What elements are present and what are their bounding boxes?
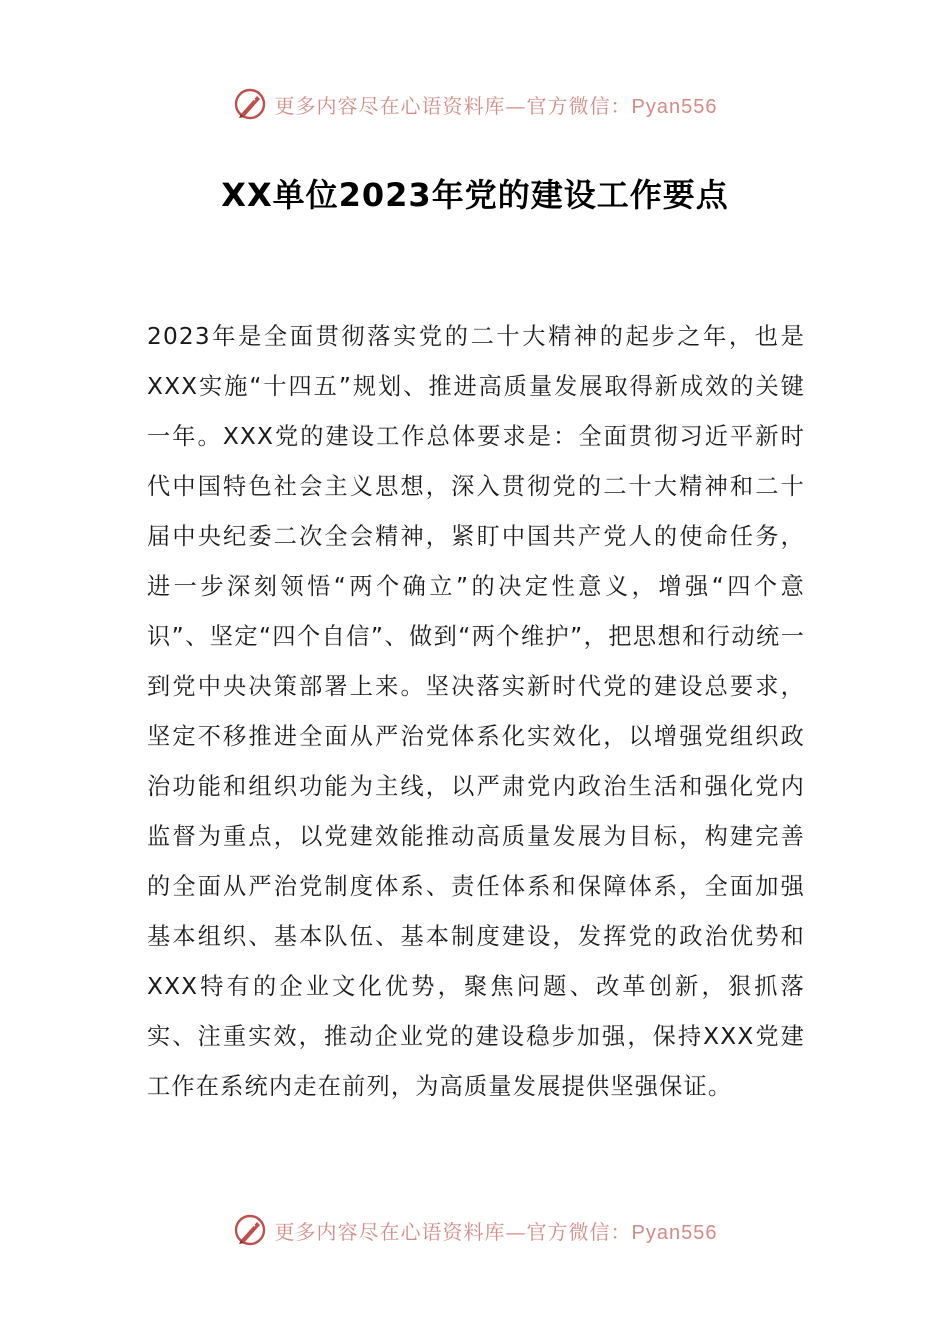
watermark-footer [0,1210,950,1250]
document-paragraph: 2023年是全面贯彻落实党的二十大精神的起步之年，也是XXX实施“十四五”规划、推进高质量发展取得新成效的关键一年。XXX党的建设工作总体要求是：全面贯彻习近平新时代中国特色社会主义思想，深入贯彻党的二十大精神和二十届中央纪委二次全会精神，紧盯中国共产党人的使命任务，进一步深刻领悟“两个确立”的决定性意义，增强“四个意识”、坚定“四个自信”、做到“两个维护”，把思想和行动统一到党中央决策部署上来。坚决落实新时代党的建设总要求，坚定不移推进全面从严治党体系化实效化，以增强党组织政治功能和组织功能为主线，以严肃党内政治生活和强化党内监督为重点，以党建效能推动高质量发展为目标，构建完善的全面从严治党制度体系、责任体系和保障体系，全面加强基本组织、基本队伍、基本制度建设，发挥党的政治优势和XXX特有的企业文化优势，聚焦问题、改革创新，狠抓落实、注重实效，推动企业党的建设稳步加强，保持XXX党建工作在系统内走在前列，为高质量发展提供坚强保证。 [147,323,805,1100]
pen-logo-icon [233,87,267,121]
watermark-text [275,1216,718,1245]
watermark-label: 更多内容尽在心语资料库—官方微信： [274,93,632,118]
document-title: XX单位2023年党的建设工作要点 [221,176,729,214]
watermark-text [275,90,718,119]
watermark-label: 更多内容尽在心语资料库—官方微信： [274,1219,632,1244]
watermark-wechat-id: Pyan556 [631,1221,718,1244]
watermark-header [0,84,950,124]
pen-logo-icon [233,1213,267,1247]
watermark-wechat-id: Pyan556 [631,95,718,118]
